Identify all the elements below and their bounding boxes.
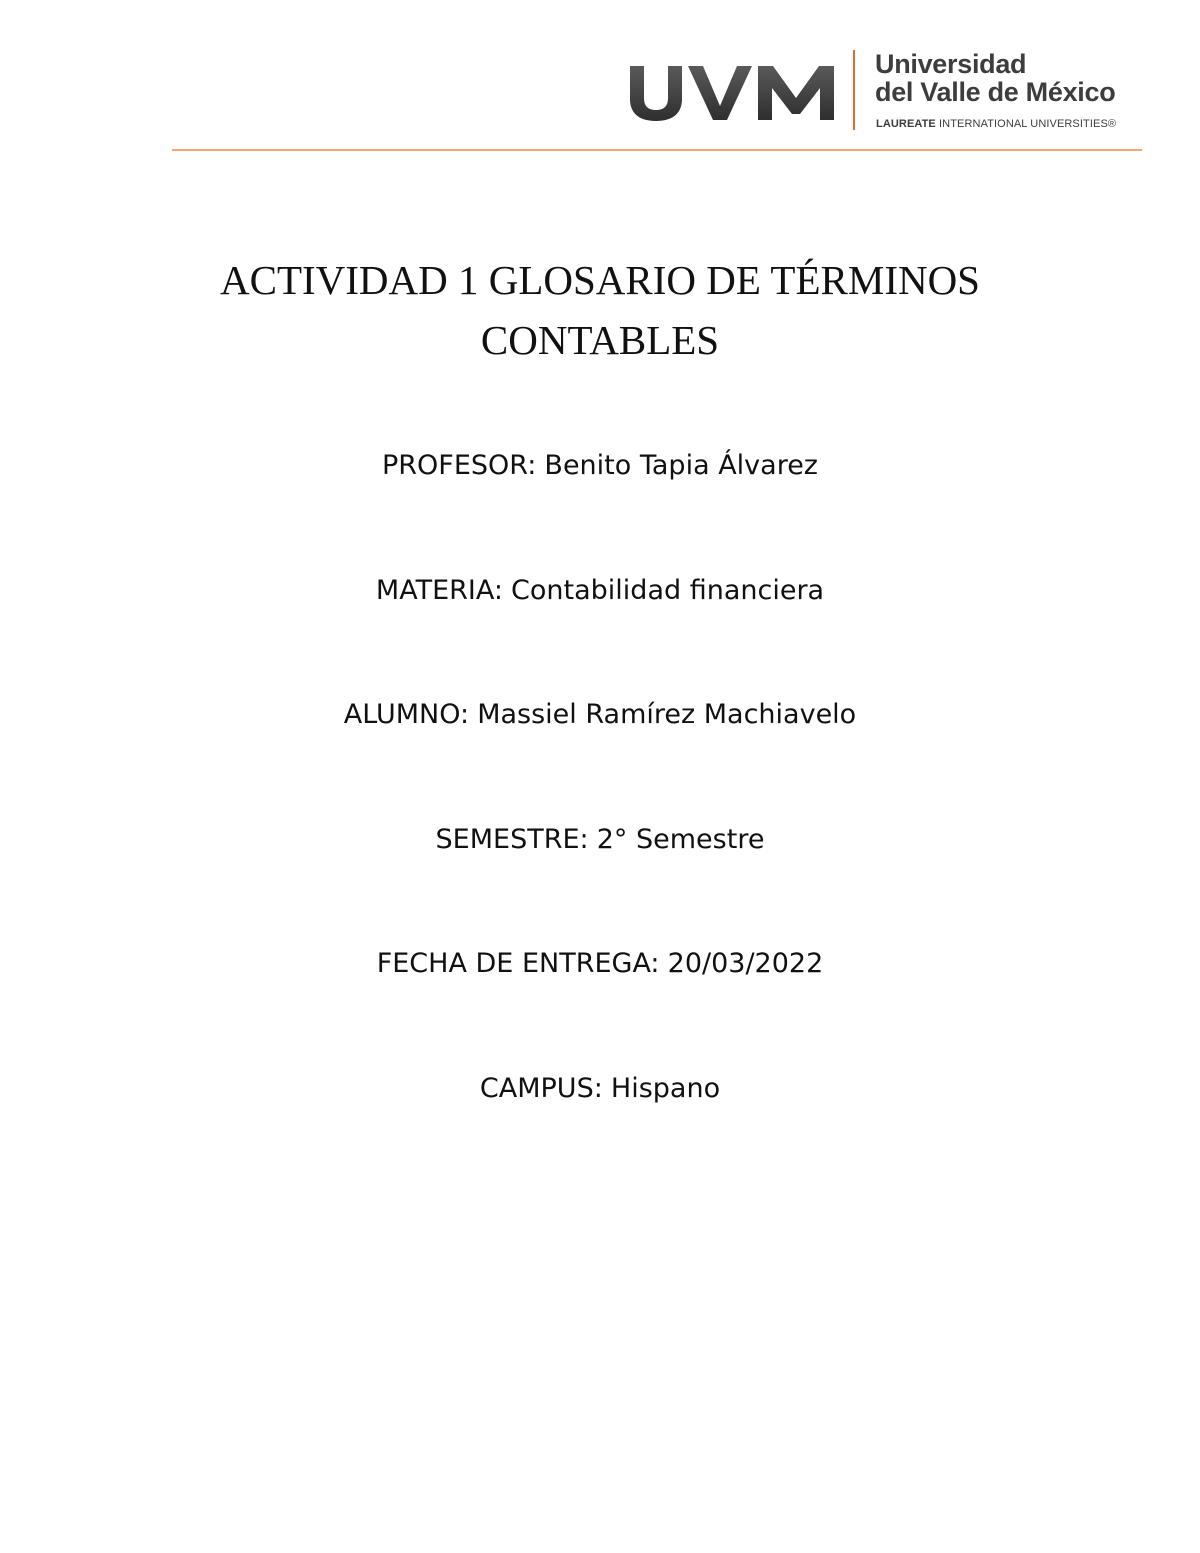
title-line2: CONTABLES [480,317,720,363]
field-label: FECHA DE ENTREGA: [376,948,660,979]
field-value: 20/03/2022 [667,948,824,979]
field-campus [0,1069,1200,1194]
field-materia [0,571,1200,696]
field-label: ALUMNO: [343,699,470,730]
header-rule [172,149,1142,151]
field-value: Hispano [610,1072,721,1104]
cover-fields [0,446,1200,1193]
field-value: Contabilidad financiera [511,574,825,606]
uvm-logo [630,48,1140,134]
uvm-logo-mark [630,64,834,122]
logo-name-line1: Universidad [875,49,1027,79]
title-line1: ACTIVIDAD 1 GLOSARIO DE TÉRMINOS [219,257,980,303]
logo-university-name [875,50,1115,106]
document-title [0,250,1200,370]
logo-tagline [876,118,1116,130]
field-value: 2° Semestre [596,823,765,855]
logo-divider [853,50,855,130]
logo-tagline-rest: INTERNATIONAL UNIVERSITIES® [939,118,1117,130]
logo-tagline-strong: LAUREATE [876,118,936,130]
field-value: Massiel Ramírez Machiavelo [477,699,857,730]
field-label: SEMESTRE: [435,823,589,855]
field-label: MATERIA: [375,574,503,606]
page-header [0,0,1200,160]
field-label: CAMPUS: [479,1072,603,1104]
field-fecha-de-entrega [0,944,1200,1069]
logo-name-line2: del Valle de México [875,77,1116,107]
field-profesor [0,446,1200,571]
field-semestre [0,820,1200,945]
field-alumno [0,695,1200,820]
field-value: Benito Tapia Álvarez [544,450,818,481]
field-label: PROFESOR: [382,450,537,481]
